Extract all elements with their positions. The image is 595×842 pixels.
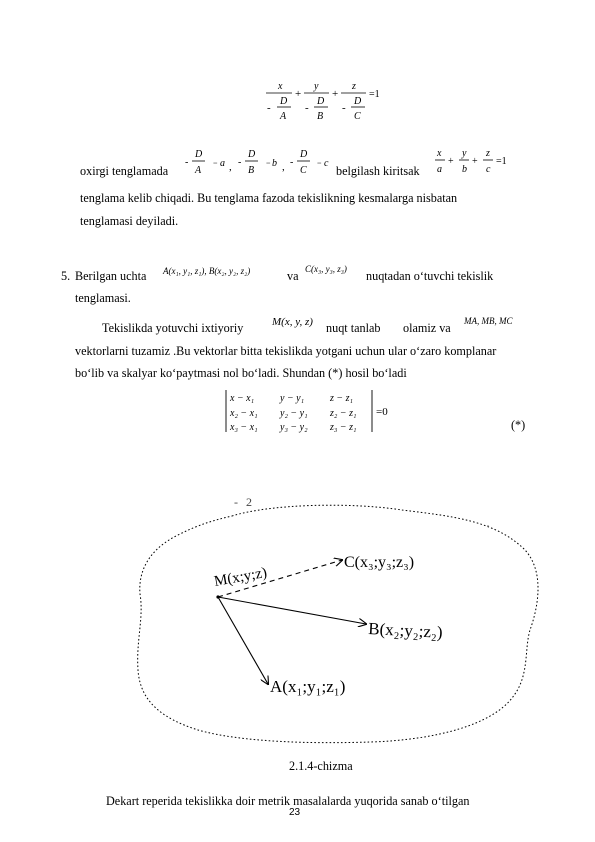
svg-text:,: ,	[229, 161, 232, 173]
svg-text:+: +	[332, 88, 339, 100]
vector-mb	[218, 597, 366, 624]
svg-text:,: ,	[282, 161, 285, 173]
figure-caption: 2.1.4-chizma	[289, 759, 353, 773]
svg-text:.: .	[487, 519, 489, 528]
svg-text:+: +	[295, 88, 302, 100]
svg-text:x: x	[437, 148, 442, 159]
equation-tag: (*)	[511, 418, 526, 432]
svg-text:D: D	[300, 149, 308, 160]
para2-point-m: M(x, y, z)	[272, 316, 313, 328]
item5-number: 5.	[61, 269, 71, 283]
para1-line1-start: oxirgi tenglamada	[80, 164, 169, 178]
determinant-cells	[229, 393, 356, 433]
svg-text:D: D	[195, 149, 203, 160]
svg-text:c: c	[486, 164, 491, 175]
svg-text:A: A	[195, 165, 202, 176]
svg-text:-: -	[267, 102, 271, 114]
svg-text:a: a	[220, 158, 225, 169]
formula-y: y	[314, 81, 319, 92]
svg-text:C: C	[300, 165, 307, 176]
svg-text:+: +	[448, 156, 454, 167]
svg-text:b: b	[272, 158, 277, 169]
svg-text:=1: =1	[496, 156, 507, 167]
item5-va: va	[287, 269, 299, 283]
label-point-c: C(x₃;y₃;z₃)	[344, 554, 415, 571]
svg-text:=: =	[266, 159, 271, 168]
formula-z: z	[352, 81, 356, 92]
determinant-cell: z₃ − z₁	[330, 422, 357, 433]
determinant-cell: x₂ − x₁	[230, 408, 258, 419]
formula-equals-one: =1	[369, 89, 380, 100]
formula-b: B	[317, 111, 324, 122]
footer-line: Dekart reperida tekislikka doir metrik masalalarda yuqorida sanab o‘tilgan	[106, 794, 470, 808]
para1-line1-mid: belgilash kiritsak	[336, 164, 420, 178]
intercept-form-formula	[262, 80, 392, 128]
svg-text:-: -	[185, 157, 189, 168]
svg-text:B: B	[248, 165, 255, 176]
svg-text:-: -	[234, 495, 238, 509]
label-point-m: M(x;y;z)	[212, 564, 269, 590]
svg-text:=: =	[213, 159, 218, 168]
determinant-cell: y₃ − y₂	[280, 422, 308, 433]
svg-text:2: 2	[246, 495, 252, 509]
determinant-cell: x₃ − x₁	[230, 422, 258, 433]
svg-text:=: =	[317, 159, 322, 168]
formula-c: C	[354, 111, 361, 122]
determinant-equation	[222, 388, 402, 434]
item5-line1-end: nuqtadan o‘tuvchi tekislik	[366, 269, 494, 283]
para1-line3: tenglamasi deyiladi.	[80, 214, 179, 228]
label-point-b: B(x₂;y₂;z₂)	[367, 619, 444, 642]
page-number: 23	[289, 807, 301, 818]
svg-text:y: y	[462, 148, 467, 159]
item5-point-c: C(x₃, y₃, z₃)	[305, 264, 347, 274]
svg-text:z: z	[486, 148, 490, 159]
svg-text:D: D	[248, 149, 256, 160]
formula-x: x	[278, 81, 283, 92]
para2-line3: bo‘lib va skalyar ko‘paytmasi nol bo‘ladi. Shundan (*) hosil bo‘ladi	[75, 366, 407, 380]
para2-line1-start: Tekislikda yotuvchi ixtiyoriy	[102, 321, 244, 335]
determinant-cell: z − z₁	[330, 393, 354, 404]
substitution-formulas	[182, 146, 342, 182]
formula-d2: D	[317, 96, 325, 107]
para2-vectors: MA, MB, MC	[464, 316, 513, 326]
item5-line2: tenglamasi.	[75, 291, 131, 305]
svg-text:+: +	[472, 156, 478, 167]
para2-line2: vektorlarni tuzamiz .Bu vektorlar bitta tekislikda yotgani uchun ular o‘zaro komplanar	[75, 344, 497, 358]
vector-ma	[218, 597, 268, 684]
item5-line1-start: Berilgan uchta	[75, 269, 147, 283]
svg-text:-: -	[305, 102, 309, 114]
intercept-form-result	[434, 146, 518, 178]
svg-text:-: -	[290, 157, 294, 168]
item5-points-ab: A(x₁, y₁, z₁), B(x₂, y₂, z₂)	[163, 266, 251, 276]
determinant-cell: y − y₁	[280, 393, 305, 404]
svg-text:a: a	[437, 164, 442, 175]
svg-text:b: b	[462, 164, 467, 175]
formula-a: A	[280, 111, 287, 122]
label-point-a: A(x₁;y₁;z₁)	[270, 677, 346, 696]
svg-text:c: c	[324, 158, 329, 169]
determinant-cell: z₂ − z₁	[330, 408, 357, 419]
para2-line1-end: olamiz va	[403, 321, 451, 335]
determinant-cell: x − x₁	[230, 393, 255, 404]
svg-text:-: -	[342, 102, 346, 114]
svg-text:-: -	[238, 157, 242, 168]
formula-d3: D	[354, 96, 362, 107]
determinant-rhs: =0	[376, 406, 388, 418]
formula-d1: D	[280, 96, 288, 107]
determinant-cell: y₂ − y₁	[280, 408, 308, 419]
para2-line1-mid: nuqt tanlab	[326, 321, 381, 335]
plane-outline	[138, 505, 538, 742]
para1-line2: tenglama kelib chiqadi. Bu tenglama fazoda tekislikning kesmalarga nisbatan	[80, 191, 458, 205]
plane-figure	[120, 490, 540, 750]
